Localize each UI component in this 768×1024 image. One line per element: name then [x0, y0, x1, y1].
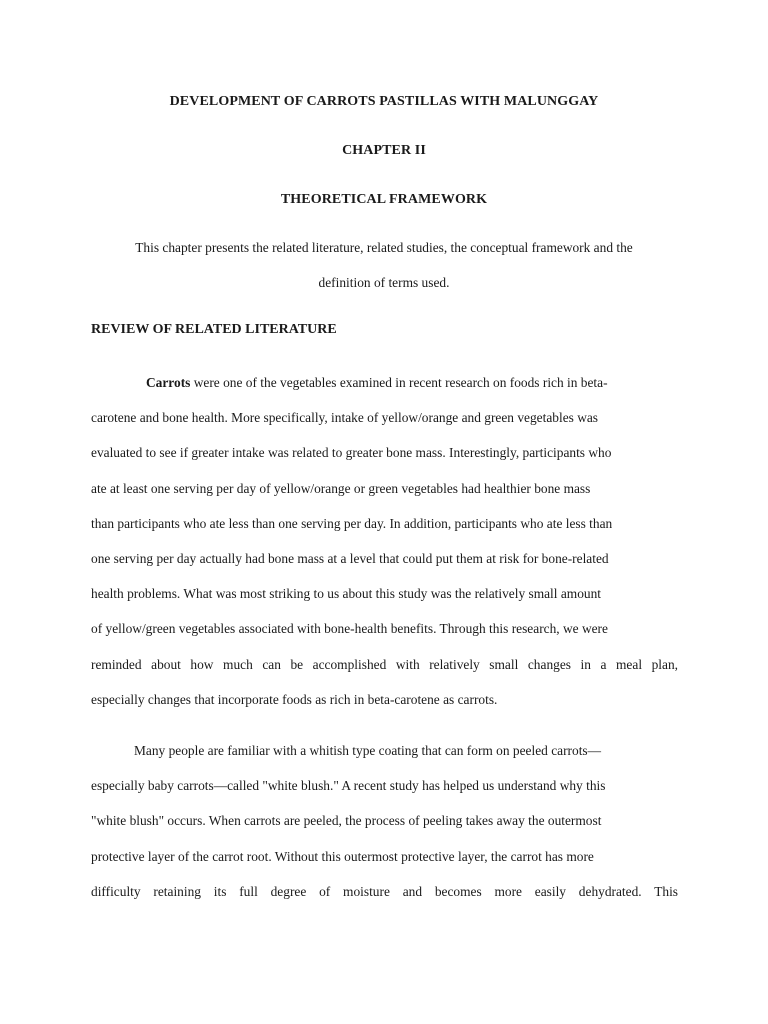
paragraph-line: evaluated to see if greater intake was related to greater bone mass. Interestingly, participants who [91, 445, 612, 461]
paragraph-line: ate at least one serving per day of yellow/orange or green vegetables had healthier bone mass [91, 480, 591, 496]
document-title: DEVELOPMENT OF CARROTS PASTILLAS WITH MALUNGGAY [169, 94, 599, 109]
paragraph-line: especially changes that incorporate foods as rich in beta-carotene as carrots. [91, 691, 498, 707]
paragraph-white-blush [91, 741, 678, 917]
paragraph-line: of yellow/green vegetables associated with bone-health benefits. Through this research, we were [91, 621, 608, 637]
paragraph-line: difficulty retaining its full degree of moisture and becomes more easily dehydrated. This [91, 883, 678, 899]
paragraph-line: carotene and bone health. More specifically, intake of yellow/orange and green vegetables was [91, 410, 599, 426]
paragraph-line [91, 373, 678, 408]
paragraph-line: protective layer of the carrot root. Without this outermost protective layer, the carrot has more [91, 848, 594, 864]
paragraph-line: one serving per day actually had bone mass at a level that could put them at risk for bone-related [91, 550, 609, 566]
section-heading: REVIEW OF RELATED LITERATURE [91, 322, 337, 337]
paragraph-line: than participants who ate less than one serving per day. In addition, participants who ate less than [91, 515, 613, 531]
paragraph-line: health problems. What was most striking to us about this study was the relatively small amount [91, 586, 602, 602]
chapter-number: CHAPTER II [342, 143, 426, 158]
chapter-title: THEORETICAL FRAMEWORK [280, 192, 488, 207]
line-text: were one of the vegetables examined in recent research on foods rich in beta- [190, 375, 608, 390]
paragraph-line: Many people are familiar with a whitish type coating that can form on peeled carrots— [134, 743, 602, 758]
paragraph-line: reminded about how much can be accomplished with relatively small changes in a meal plan, [91, 656, 678, 672]
lead-term: Carrots [146, 375, 191, 390]
paragraph-carrots [91, 373, 678, 725]
paragraph-line: "white blush" occurs. When carrots are peeled, the process of peeling takes away the outermost [91, 813, 602, 829]
intro-line-1: This chapter presents the related literature, related studies, the conceptual framework and the [135, 240, 633, 255]
intro-line-2: definition of terms used. [318, 275, 450, 290]
paragraph-line: especially baby carrots—called "white blush." A recent study has helped us understand why this [91, 778, 606, 794]
